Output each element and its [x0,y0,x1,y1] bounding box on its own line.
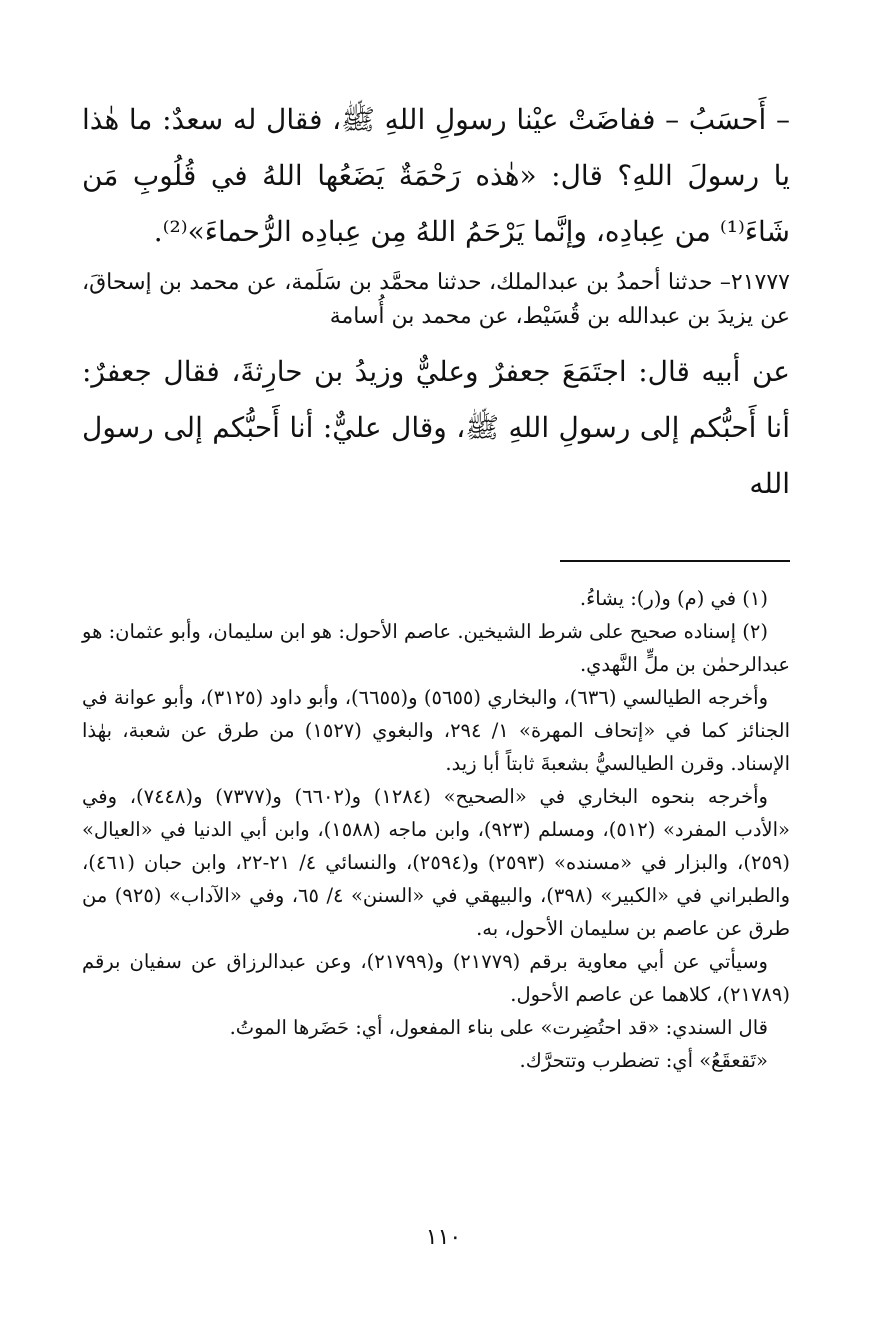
footnote-divider-wrap [82,512,790,582]
footnote-divider [560,560,790,562]
footnote-2: (٢) إسناده صحيح على شرط الشيخين. عاصم الأحول: هو ابن سليمان، وأبو عثمان: هو عبدالرحمٰن بن ملٍّ النَّهدي. [82,620,790,676]
main-paragraph-2: عن أبيه قال: اجتَمَعَ جعفرٌ وعليٌّ وزيدُ بن حارِثةَ، فقال جعفرٌ: أنا أَحبُّكم إلى رسولِ اللهِ ﷺ، وقال عليٌّ: أنا أَحبُّكم إلى رسول الله [82,355,790,500]
footnotes [82,582,790,1077]
main-paragraph-1: – أَحسَبُ – ففاضَتْ عيْنا رسولِ اللهِ ﷺ، فقال له سعدٌ: ما هٰذا يا رسولَ اللهِ؟ قال: «هٰذه رَحْمَةٌ يَضَعُها اللهُ في قُلُوبِ مَن شَاءَ⁽¹⁾ من عِبادِه، وإنَّما يَرْحَمُ اللهُ مِن عِبادِه الرُّحماءَ»⁽²⁾. [82,103,790,248]
main-text [82,92,790,512]
page-body [82,92,790,1077]
footnote-2-takhrij-1: وأخرجه الطيالسي (٦٣٦)، والبخاري (٥٦٥٥) و(٦٦٥٥)، وأبو داود (٣١٢٥)، وأبو عوانة في الجنائز كما في «إتحاف المهرة» ١/ ٢٩٤، والبغوي (١٥٢٧) من طرق عن شعبة، بهٰذا الإسناد. وقرن الطيالسيُّ بشعبةَ ثابتاً أبا زيد. [82,686,791,775]
footnote-2-definition: «تَقعقَعُ» أي: تضطرب وتتحرَّك. [519,1049,768,1072]
footnote-2-cross-reference: وسيأتي عن أبي معاوية برقم (٢١٧٧٩) و(٢١٧٩٩)، وعن عبدالرزاق عن سفيان برقم (٢١٧٨٩)، كلاهما عن عاصم الأحول. [82,950,790,1006]
isnad-chain: ٢١٧٧٧– حدثنا أحمدُ بن عبدالملك، حدثنا محمَّد بن سَلَمة، عن محمد بن إسحاقَ، عن يزيدَ بن عبدالله بن قُسَيْط، عن محمد بن أُسامة [82,270,790,329]
page-number: ١١٠ [425,1225,462,1250]
footnote-2-takhrij-2: وأخرجه بنحوه البخاري في «الصحيح» (١٢٨٤) و(٦٦٠٢) و(٧٣٧٧) و(٧٤٤٨)، وفي «الأدب المفرد» (٥١٢)، ومسلم (٩٢٣)، وابن ماجه (١٥٨٨)، وابن أبي الدنيا في «العيال» (٢٥٩)، والبزار في «مسنده» (٢٥٩٣) و(٢٥٩٤)، والنسائي ٤/ ٢١-٢٢، وابن حبان (٤٦١)، والطبراني في «الكبير» (٣٩٨)، والبيهقي في «السنن» ٤/ ٦٥، وفي «الآداب» (٩٢٥) من طرق عن عاصم بن سليمان الأحول، به. [82,785,790,940]
footnote-2-sindi-note: قال السندي: «قد احتُضِرت» على بناء المفعول، أي: حَضَرها الموتُ. [229,1016,768,1039]
footnote-1: (١) في (م) و(ر): يشاءُ. [579,587,768,610]
